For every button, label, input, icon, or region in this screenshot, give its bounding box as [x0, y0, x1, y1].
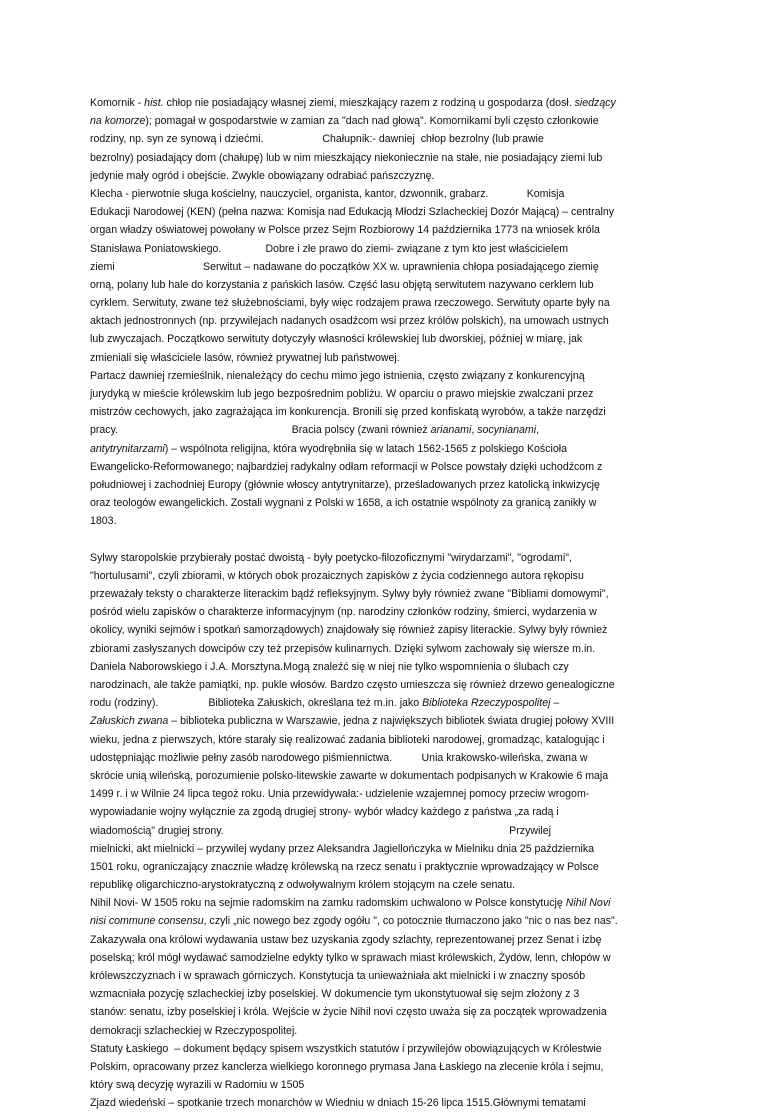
text-line — [90, 476, 676, 494]
text-line — [90, 658, 676, 676]
text-line — [90, 967, 676, 985]
text-line — [90, 276, 676, 294]
text-line — [90, 640, 676, 658]
text-line — [90, 603, 676, 621]
text-line — [90, 1058, 676, 1076]
text-line — [90, 421, 676, 439]
text-run: Sylwy staropolskie przybierały postać dwoistą - były poetycko-filozoficznymi "wirydarzami", "ogrodami", — [90, 551, 572, 564]
text-run: bezrolny) posiadający dom (chałupę) lub w nim mieszkający niekoniecznie na stałe, nie posiadający ziemi lub — [90, 151, 603, 164]
text-run: zbiorami zasłyszanych dowcipów czy też przepisów kulinarnych. Dzięki sylwom zachowały się wiersze m.in. — [90, 642, 596, 655]
text-line — [90, 621, 676, 639]
text-line — [90, 294, 676, 312]
text-line — [90, 676, 676, 694]
text-run: wieku, jedna z pierwszych, które starały się realizować zadania biblioteki narodowej, gromadząc, katalogując i — [90, 733, 605, 746]
text-run: Klecha - pierwotnie sługa kościelny, nauczyciel, organista, kantor, dzwonnik, grabarz. Komisja — [90, 187, 565, 200]
text-run: pracy. Bracia polscy (zwani również — [90, 424, 431, 437]
text-run: Ewangelicko-Reformowanego; najbardziej radykalny odłam reformacji w Polsce powstały dzięki uchodźcom z — [90, 460, 603, 473]
italic-text: socynianami — [477, 424, 537, 437]
text-line — [90, 822, 676, 840]
text-run: narodzinach, ale także pamiątki, np. pukle włosów. Bardzo często umieszcza się również drzewo genealogiczne — [90, 679, 615, 691]
text-run: Nihil Novi- W 1505 roku na sejmie radomskim na zamku radomskim uchwalono w Polsce konstytucję — [90, 897, 566, 910]
text-run: jedynie mały ogród i obejście. Zwykle obowiązany odrabiać pańszczyznę. — [90, 169, 435, 182]
text-line — [90, 440, 676, 458]
text-run: mistrzów cechowych, jako zagrażająca im konkurencja. Bronili się przed konfiskatą wyrobów, a także narzędzi — [90, 406, 606, 419]
text-run: oraz teologów ewangelickich. Zostali wygnani z Polski w 1658, a ich ostatnie wspólnoty za granicą zanikły w — [90, 497, 597, 510]
text-line — [90, 785, 676, 803]
text-line — [90, 567, 676, 585]
text-run: wypowiadanie wojny wyłącznie za zgodą drugiej strony- wybór władcy każdego z państwa „za radą i — [90, 806, 559, 819]
text-line — [90, 931, 676, 949]
italic-text: siedzący — [574, 97, 616, 109]
text-line — [90, 1003, 676, 1021]
text-run: , — [536, 424, 540, 437]
italic-text: Biblioteka Rzeczypospolitej – — [422, 697, 560, 710]
text-run: jurydyką w mieście królewskim lub jego bezpośrednim pobliżu. W oparciu o prawo miejskie zwalczani przez — [90, 388, 594, 400]
text-line — [90, 1094, 676, 1112]
text-line — [90, 385, 676, 403]
text-line — [90, 912, 676, 930]
text-run: ziemi Serwitut – nadawane do początków XX w. uprawnienia chłopa posiadającego ziemię — [90, 260, 599, 273]
text-run: skrócie unią wileńską, porozumienie polsko-litewskie zawarte w dokumentach podpisanych w Krakowie 6 maja — [90, 769, 609, 782]
text-line — [90, 1040, 676, 1058]
text-run: 1499 r. i w Wilnie 24 lipca tegoż roku. Unia przewidywała:- udzielenie wzajemnej pomocy przeciw wrogom- — [90, 788, 590, 801]
text-line — [90, 94, 676, 112]
text-line — [90, 894, 676, 912]
paragraph-gap — [90, 531, 676, 549]
text-run: orną, polany lub hale do korzystania z pańskich lasów. Część lasu objętą serwitutem nazywano cerklem lub — [90, 278, 594, 291]
text-line — [90, 858, 676, 876]
text-line — [90, 949, 676, 967]
italic-text: nisi commune consensu — [90, 915, 204, 928]
text-line — [90, 221, 676, 239]
text-line — [90, 731, 676, 749]
text-run: udostępniając możliwie pełny zasób narodowego piśmiennictwa. Unia krakowsko-wileńska, zwana w — [90, 751, 588, 764]
text-run: Polskim, opracowany przez kanclerza wielkiego koronnego prymasa Jana Łaskiego na zlecenie króla i sejmu, — [90, 1060, 604, 1073]
text-line — [90, 876, 676, 894]
text-run: poselską; król mógł wydawać samodzielne edykty tylko w sprawach miast królewskich, Żydów, lenn, chłopów w — [90, 951, 611, 964]
text-line — [90, 712, 676, 730]
text-run: demokracji szlacheckiej w Rzeczypospolitej. — [90, 1024, 298, 1037]
text-run: "hortulusami", czyli zbiorami, w których obok prozaicznych zapisków z życia codziennego autora rękopisu — [90, 569, 584, 582]
text-run: Zakazywała ona królowi wydawania ustaw bez uzyskania zgody szlachty, reprezentowanej przez Senat i izbę — [90, 933, 602, 946]
text-line — [90, 585, 676, 603]
text-run: mielnicki, akt mielnicki – przywilej wydany przez Aleksandra Jagiellończyka w Mielniku dnia 25 października — [90, 842, 595, 855]
text-run: Komornik - — [90, 97, 145, 109]
text-run: chłop nie posiadający własnej ziemi, mieszkający razem z rodziną u gospodarza (dosł. — [163, 97, 575, 109]
text-line — [90, 130, 676, 148]
text-line — [90, 985, 676, 1003]
text-run: który swą decyzję wyrazili w Radomiu w 1505 — [90, 1079, 305, 1092]
text-line — [90, 803, 676, 821]
text-line — [90, 512, 676, 530]
text-run: aktach jednostronnych (np. przywilejach nadanych osadźcom wsi przez królów polskich), na umowach ustnych — [90, 315, 609, 328]
text-run: zmieniali się właściciele lasów, również prywatnej lub państwowej. — [90, 351, 400, 364]
text-line — [90, 312, 676, 330]
text-run: rodziny, np. syn ze synową i dziećmi. Chałupnik:- dawniej chłop bezrolny (lub prawie — [90, 133, 544, 146]
text-run: pośród wielu zapisków o charakterze informacyjnym (np. narodziny członków rodziny, śmierci, wydarzenia w — [90, 606, 597, 619]
text-run: lub zwyczajach. Początkowo serwituty dotyczyły własności królewskiej lub dworskiej, później w miarę, jak — [90, 333, 583, 346]
text-run: stanów: senatu, izby poselskiej i króla. Wejście w życie Nihil novi często uważa się za początek wprowadzenia — [90, 1006, 607, 1019]
text-run: , czyli „nic nowego bez zgody ogółu ", co potocznie tłumaczono jako "nic o nas bez nas". — [203, 915, 618, 928]
text-run: Partacz dawniej rzemieślnik, nienależący do cechu mimo jego istnienia, często związany z konkurencyjną — [90, 369, 585, 382]
text-run: królewszczyznach i w sprawach górniczych. Konstytucja ta unieważniała akt mielnicki i w znaczny sposób — [90, 970, 586, 982]
text-run: wiadomością" drugiej strony. Przywilej — [90, 824, 551, 837]
text-line — [90, 840, 676, 858]
text-line — [90, 767, 676, 785]
text-run: ) – wspólnota religijna, która wyodrębniła się w latach 1562-1565 z polskiego Kościoła — [164, 442, 567, 455]
text-run: okolicy, wyniki sejmów i spotkań samorządowych) znajdowały się również zapisy literackie. Sylwy były również — [90, 624, 608, 637]
text-run: Statuty Łaskiego – dokument będący spisem wszystkich statutów i przywilejów obowiązujących w Królestwie — [90, 1042, 602, 1055]
text-line — [90, 258, 676, 276]
text-run: Zjazd wiedeński – spotkanie trzech monarchów w Wiedniu w dniach 15-26 lipca 1515.Głównymi tematami — [90, 1097, 586, 1110]
italic-text: na komorze — [90, 115, 146, 128]
text-run: rodu (rodziny). Biblioteka Załuskich, określana też m.in. jako — [90, 697, 423, 710]
text-line — [90, 185, 676, 203]
text-run: Daniela Naborowskiego i J.A. Morsztyna.Mogą znaleźć się w niej nie tylko wspomnienia o ślubach czy — [90, 660, 569, 673]
text-run: południowej i zachodniej Europy (głównie włoscy antytrynitarze), prześladowanych przez katolicką inkwizycję — [90, 478, 600, 491]
italic-text: antytrynitarzami — [90, 442, 165, 455]
italic-text: Nihil Novi — [565, 897, 611, 910]
text-line — [90, 1076, 676, 1094]
text-run: , — [471, 424, 478, 437]
text-line — [90, 203, 676, 221]
text-line — [90, 694, 676, 712]
text-run: cyrklem. Serwituty, zwane też służebnościami, były więc rodzajem prawa rzeczowego. Serwituty oparte były na — [90, 297, 610, 310]
text-line — [90, 167, 676, 185]
paragraph — [90, 549, 676, 1113]
text-line — [90, 112, 676, 130]
text-run: 1803. — [90, 515, 117, 528]
paragraph — [90, 94, 676, 531]
text-line — [90, 458, 676, 476]
text-run: Edukacji Narodowej (KEN) (pełna nazwa: Komisja nad Edukacją Młodzi Szlacheckiej Dozór Mającą) – centralny — [90, 206, 615, 219]
text-run: wzmacniała pozycję szlacheckiej izby poselskiej. W dokumencie tym ukonstytuował się sejm złożony z 3 — [90, 988, 580, 1001]
italic-text: hist. — [144, 97, 164, 109]
italic-text: Załuskich zwana — [90, 715, 169, 728]
text-line — [90, 240, 676, 258]
text-line — [90, 749, 676, 767]
text-run: przeważały teksty o charakterze literackim bądź refleksyjnym. Sylwy były również zwane "Bibliami domowymi", — [90, 588, 609, 601]
text-line — [90, 1022, 676, 1040]
italic-text: arianami — [430, 424, 472, 437]
text-run: organ władzy oświatowej powołany w Polsce przez Sejm Rozbiorowy 14 października 1773 na wniosek króla — [90, 224, 600, 237]
text-run: republikę oligarchiczno-arystokratyczną z odwoływalnym królem stojącym na czele senatu. — [90, 879, 516, 892]
text-line — [90, 549, 676, 567]
text-run: Stanisława Poniatowskiego. Dobre i złe prawo do ziemi- związane z tym kto jest właścicielem — [90, 242, 569, 255]
text-run: – biblioteka publiczna w Warszawie, jedna z największych bibliotek świata drugiej połowy XVIII — [168, 715, 615, 728]
text-line — [90, 367, 676, 385]
text-line — [90, 349, 676, 367]
text-line — [90, 494, 676, 512]
text-line — [90, 330, 676, 348]
text-line — [90, 403, 676, 421]
text-run: ); pomagał w gospodarstwie w zamian za "dach nad głową". Komornikami byli często członkowie — [145, 115, 599, 128]
text-run: 1501 roku, ograniczający znacznie władzę królewską na rzecz senatu i praktycznie wprowadzający w Polsce — [90, 860, 599, 873]
text-line — [90, 149, 676, 167]
document-page — [90, 94, 676, 1113]
